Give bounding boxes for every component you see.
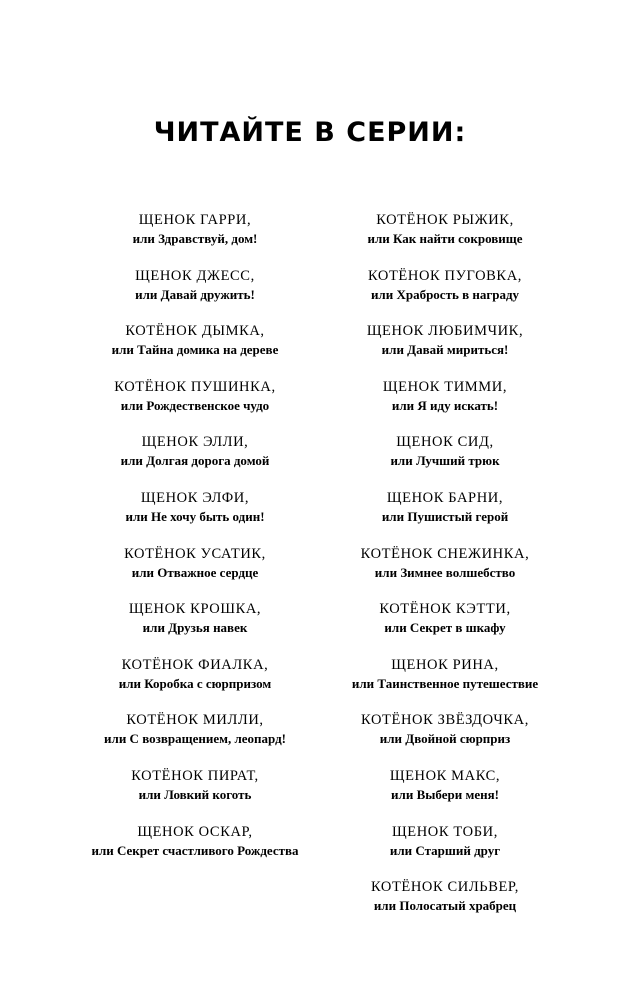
book-subtitle: или Выбери меня! (391, 786, 499, 802)
book-entry (295, 377, 595, 433)
book-subtitle: или Тайна домика на дереве (111, 342, 279, 358)
book-title: ЩЕНОК КРОШКА, (128, 601, 262, 618)
book-entry (295, 599, 595, 655)
book-subtitle: или Не хочу быть один! (125, 508, 265, 524)
book-subtitle: или Секрет счастливого Рождества (91, 842, 299, 858)
book-subtitle: или Лучший трюк (390, 453, 500, 469)
book-title: ЩЕНОК ДЖЕСС, (135, 267, 255, 284)
book-subtitle: или Коробка с сюрпризом (118, 675, 272, 691)
book-entry (295, 266, 595, 322)
book-subtitle: или Рождественское чудо (120, 397, 270, 413)
book-entry (295, 321, 595, 377)
book-subtitle: или Давай дружить! (135, 286, 255, 302)
book-entry (295, 877, 595, 933)
book-entry (295, 210, 595, 266)
page-heading: ЧИТАЙТЕ В СЕРИИ: (153, 117, 467, 148)
book-title: ЩЕНОК СИД, (396, 434, 494, 451)
book-title: КОТЁНОК ЗВЁЗДОЧКА, (361, 712, 529, 729)
book-title: ЩЕНОК ЭЛЛИ, (141, 434, 249, 451)
book-title: КОТЁНОК КЭТТИ, (379, 601, 511, 618)
book-entry (295, 544, 595, 600)
book-subtitle: или Двойной сюрприз (379, 731, 511, 747)
book-subtitle: или Отважное сердце (131, 564, 259, 580)
book-subtitle: или Полосатый храбрец (373, 898, 517, 914)
book-subtitle: или Ловкий коготь (138, 786, 252, 802)
book-entry (295, 822, 595, 878)
book-title: КОТЁНОК МИЛЛИ, (126, 712, 264, 729)
book-title: ЩЕНОК БАРНИ, (386, 489, 504, 506)
book-title: ЩЕНОК РИНА, (391, 656, 499, 673)
book-title: ЩЕНОК ГАРРИ, (138, 212, 252, 228)
book-entry (295, 655, 595, 711)
book-subtitle: или Таинственное путешествие (351, 675, 539, 691)
book-subtitle: или Друзья навек (142, 620, 248, 636)
book-subtitle: или Давай мириться! (381, 342, 509, 358)
book-subtitle: или С возвращением, леопард! (104, 731, 286, 747)
book-subtitle: или Пушистый герой (381, 508, 509, 524)
book-list-right (295, 210, 595, 933)
book-title: КОТЁНОК ПУШИНКА, (114, 378, 276, 395)
book-title: ЩЕНОК ОСКАР, (137, 823, 253, 840)
book-subtitle: или Здравствуй, дом! (132, 231, 258, 246)
book-title: КОТЁНОК СНЕЖИНКА, (360, 545, 530, 562)
book-title: ЩЕНОК МАКС, (389, 767, 501, 784)
book-subtitle: или Храбрость в награду (370, 286, 520, 302)
book-title: КОТЁНОК ФИАЛКА, (121, 656, 269, 673)
book-subtitle: или Секрет в шкафу (384, 620, 506, 636)
book-title: КОТЁНОК СИЛЬВЕР, (370, 879, 520, 896)
book-title: ЩЕНОК ТОБИ, (392, 823, 498, 840)
book-subtitle: или Старший друг (389, 842, 501, 858)
book-subtitle: или Я иду искать! (391, 397, 499, 413)
book-entry (295, 488, 595, 544)
book-subtitle: или Зимнее волшебство (374, 564, 516, 580)
book-title: КОТЁНОК РЫЖИК, (376, 212, 514, 228)
book-entry (295, 432, 595, 488)
book-title: ЩЕНОК ЛЮБИМЧИК, (366, 323, 524, 340)
book-title: КОТЁНОК УСАТИК, (124, 545, 266, 562)
book-title: ЩЕНОК ЭЛФИ, (140, 489, 250, 506)
book-entry (295, 710, 595, 766)
book-title: КОТЁНОК ПИРАТ, (131, 767, 259, 784)
book-title: КОТЁНОК ДЫМКА, (125, 323, 265, 340)
book-title: КОТЁНОК ПУГОВКА, (367, 267, 522, 284)
book-subtitle: или Как найти сокровище (367, 231, 523, 246)
book-entry (295, 766, 595, 822)
book-subtitle: или Долгая дорога домой (120, 453, 270, 469)
book-title: ЩЕНОК ТИММИ, (382, 378, 508, 395)
